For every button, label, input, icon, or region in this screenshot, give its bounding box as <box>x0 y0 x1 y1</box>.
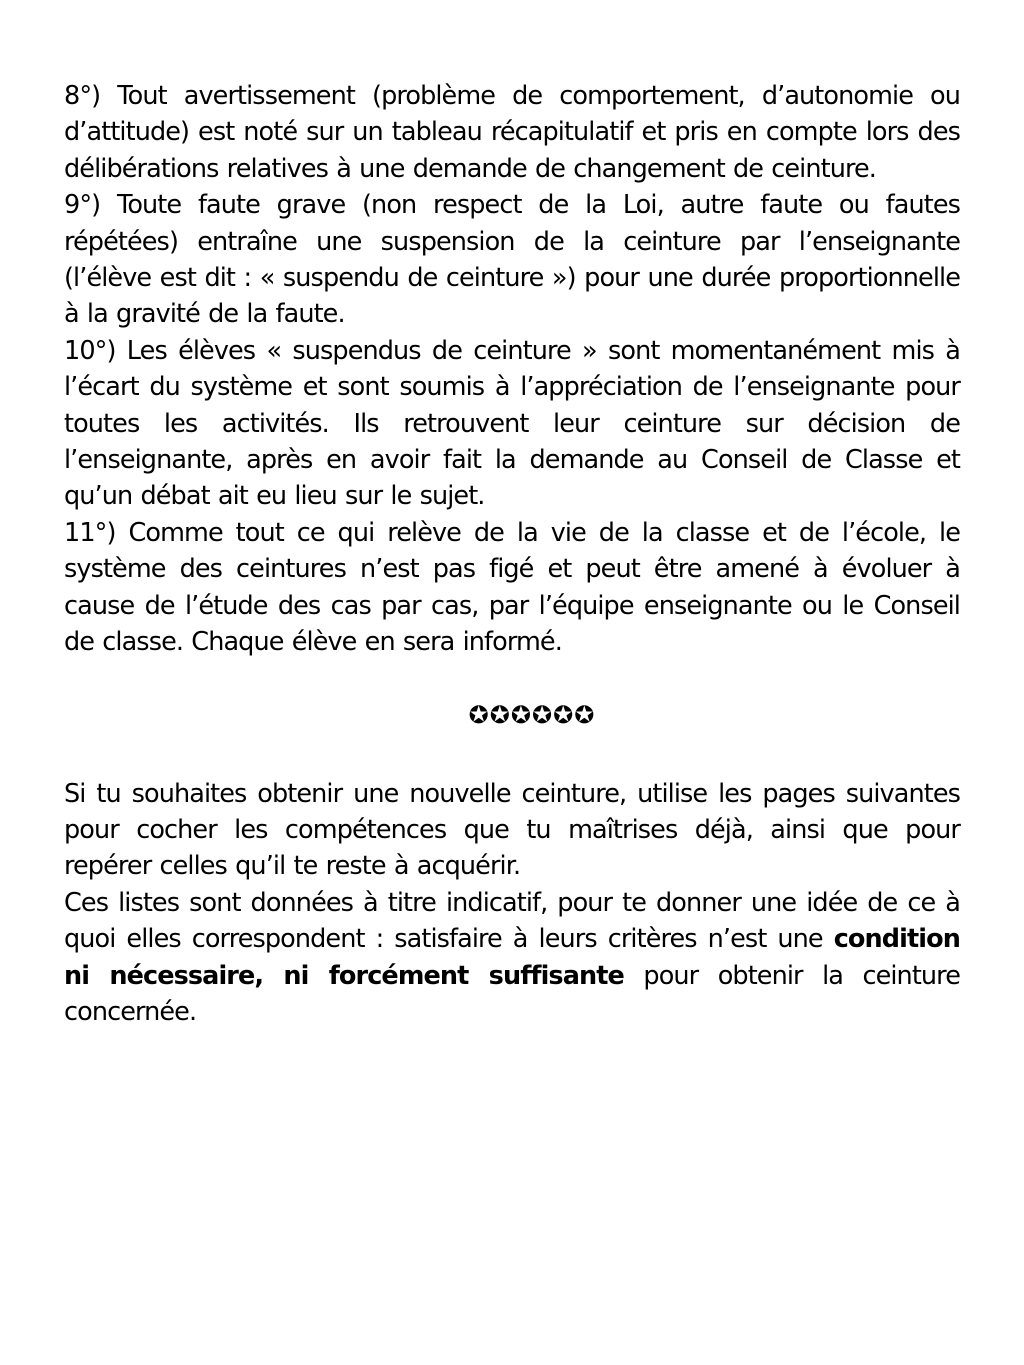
intro-paragraph-2 <box>64 885 960 1031</box>
intro-paragraph-1: Si tu souhaites obtenir une nouvelle ceinture, utilise les pages suivantes pour cocher les compétences que tu maîtrises déjà, ainsi que pour repérer celles qu’il te reste à acquérir. <box>64 778 960 882</box>
rule-11-paragraph: 11°) Comme tout ce qui relève de la vie de la classe et de l’école, le système des ceintures n’est pas figé et peut être amené à évoluer à cause de l’étude des cas par cas, par l’équipe enseignante ou le Conseil de classe. Chaque élève en sera informé. <box>64 517 960 658</box>
document-page <box>64 78 960 1030</box>
intro-paragraph-2-start: Ces listes sont données à titre indicatif, pour te donner une idée de ce à quoi elles correspondent : satisfaire à leurs critères n’est une <box>64 887 960 955</box>
rule-9-paragraph: 9°) Toute faute grave (non respect de la Loi, autre faute ou fautes répétées) entraîne une suspension de la ceinture par l’enseignante (l’élève est dit : « suspendu de ceinture ») pour une durée proportionnelle à la gravité de la faute. <box>64 190 960 330</box>
intro-paragraph-2-bold: condition ni nécessaire, ni forcément suffisante <box>64 924 960 991</box>
rule-8-paragraph: 8°) Tout avertissement (problème de comportement, d’autonomie ou d’attitude) est noté sur un tableau récapitulatif et pris en compte lors des délibérations relatives à une demande de changement de ceinture. <box>64 81 960 184</box>
intro-paragraph-2-end: pour obtenir la ceinture concernée. <box>64 960 960 1027</box>
star-separator: ✪✪✪✪✪✪ <box>468 700 596 729</box>
rule-10-paragraph: 10°) Les élèves « suspendus de ceinture » sont momentanément mis à l’écart du système et sont soumis à l’appréciation de l’enseignante pour toutes les activités. Ils retrouvent leur ceinture sur décision de l’enseignante, après en avoir fait la demande au Conseil de Classe et qu’un débat ait eu lieu sur le sujet. <box>64 335 960 512</box>
